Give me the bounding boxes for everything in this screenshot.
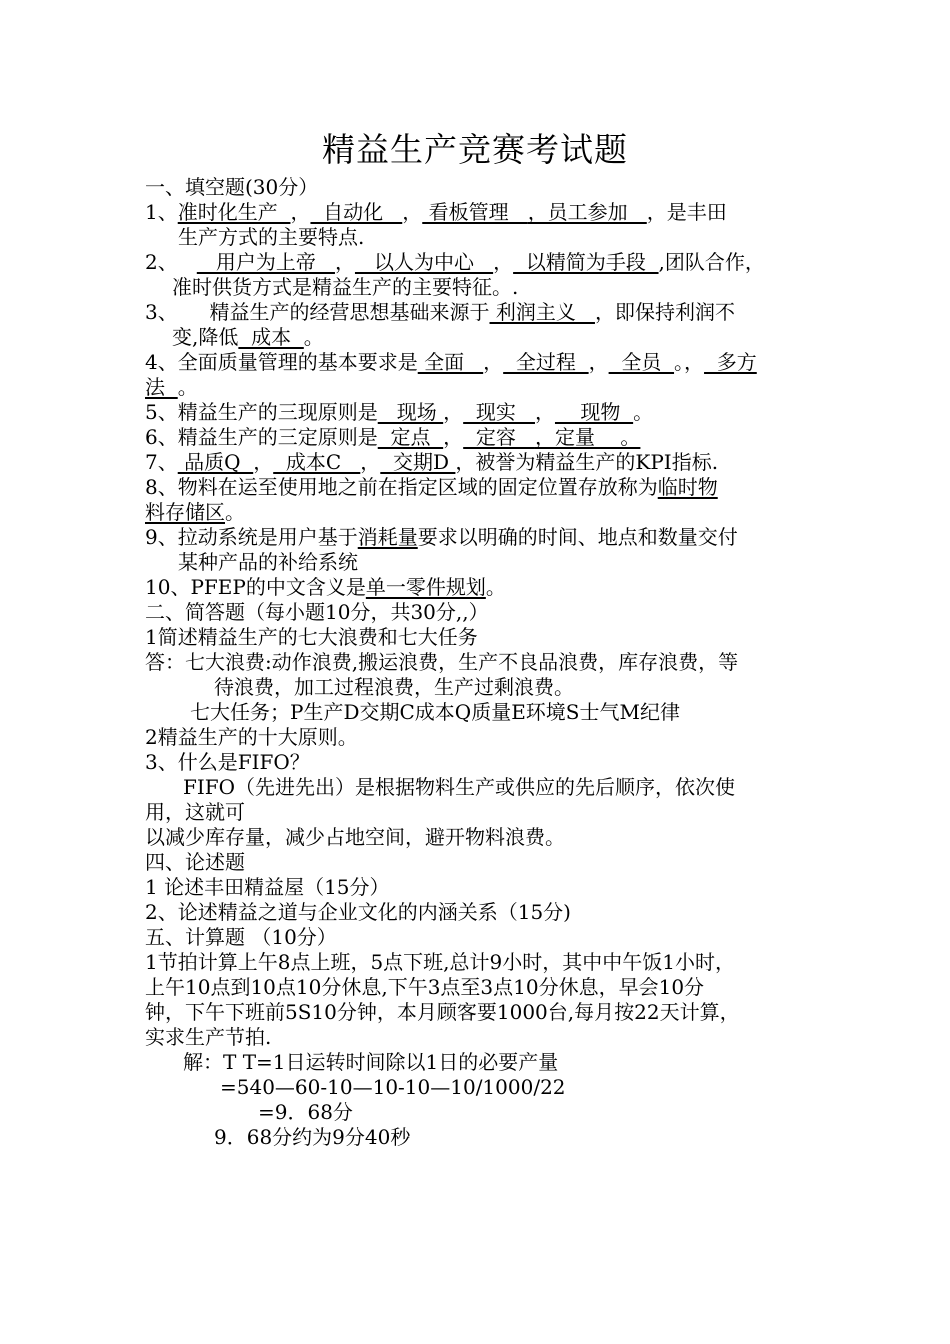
text-segment: 1节拍计算上午8点上班，5点下班,总计9小时，其中中午饭1小时， <box>145 950 735 974</box>
text-line <box>145 650 738 675</box>
text-segment: ， <box>290 200 311 224</box>
text-line <box>145 950 735 975</box>
text-segment: 9．68分约为9分40秒 <box>214 1125 411 1149</box>
answer-blank: 交期D <box>380 450 456 474</box>
answer-blank: 定点 <box>377 425 444 449</box>
page-title: 精益生产竞赛考试题 <box>322 130 628 169</box>
answer-blank: 全过程 <box>503 350 589 374</box>
text-segment: ， <box>534 400 555 424</box>
answer-blank: 单一零件规划 <box>365 575 486 599</box>
answer-blank: 自动化 <box>310 200 403 224</box>
answer-blank: ，定量 。 <box>534 425 641 449</box>
text-segment: ， <box>334 250 355 274</box>
answer-blank: 现场 <box>377 400 444 424</box>
text-segment: 。 <box>485 575 506 599</box>
answer-blank: 成本 <box>238 325 304 349</box>
text-line <box>145 925 337 950</box>
text-segment: 生产方式的主要特点. <box>178 225 365 249</box>
text-segment: 四、论述题 <box>145 850 245 874</box>
answer-blank: 以人为中心 <box>354 250 494 274</box>
text-line <box>214 1125 410 1150</box>
text-line <box>214 675 574 700</box>
text-segment: 用，这就可 <box>145 800 245 824</box>
text-segment: ， <box>483 350 504 374</box>
text-line <box>172 325 324 350</box>
answer-blank: 消耗量 <box>357 525 418 549</box>
text-segment: 要求以明确的时间、地点和数量交付 <box>417 525 738 549</box>
text-segment: 2精益生产的十大原则。 <box>145 725 358 749</box>
text-line <box>145 875 390 900</box>
text-segment: =9．68分 <box>258 1100 353 1124</box>
answer-blank: 品质Q <box>177 450 254 474</box>
text-line <box>145 625 478 650</box>
text-line <box>145 450 718 475</box>
text-line <box>145 375 198 400</box>
answer-blank: 现物 <box>554 400 634 424</box>
text-segment: ,团队合作， <box>658 250 765 274</box>
text-line <box>220 1075 566 1100</box>
answer-blank: 法 <box>145 375 178 399</box>
text-line <box>258 1100 353 1125</box>
text-line <box>145 1000 740 1025</box>
text-segment: 。 <box>633 400 654 424</box>
text-segment: 答：七大浪费:动作浪费,搬运浪费，生产不良品浪费，库存浪费，等 <box>145 650 739 674</box>
text-segment: 二、简答题（每小题10分，共30分,,） <box>145 600 489 624</box>
answer-blank: 看板管理 <box>422 200 528 224</box>
text-segment: 以减少库存量，减少占地空间，避开物料浪费。 <box>145 825 565 849</box>
text-segment: 实求生产节拍. <box>145 1025 272 1049</box>
text-line <box>145 250 765 275</box>
text-segment: ， <box>493 250 514 274</box>
answer-blank: ，员工参加 <box>527 200 647 224</box>
text-segment: ， <box>443 400 464 424</box>
text-line <box>145 175 318 200</box>
text-segment: FIFO（先进先出）是根据物料生产或供应的先后顺序，依次使 <box>183 775 736 799</box>
answer-blank: 临时物 <box>657 475 718 499</box>
text-segment: ，即保持利润不 <box>594 300 735 324</box>
text-segment: 一、填空题(30分） <box>145 175 319 199</box>
text-segment: 3、 精益生产的经营思想基础来源于 <box>145 300 490 324</box>
text-line <box>145 525 738 550</box>
text-line <box>145 575 506 600</box>
text-segment: ， <box>443 425 464 449</box>
text-line <box>183 1050 558 1075</box>
text-segment: 。， <box>674 350 705 374</box>
text-segment: =540—60-10—10-10—10/1000/22 <box>220 1075 566 1099</box>
answer-blank: 准时化生产 <box>177 200 291 224</box>
answer-blank: 全员 <box>608 350 675 374</box>
text-line <box>172 275 518 300</box>
answer-blank: 用户为上帝 <box>196 250 335 274</box>
text-line <box>145 300 735 325</box>
text-line <box>145 725 358 750</box>
text-segment: 某种产品的补给系统 <box>178 550 358 574</box>
text-segment: 。 <box>303 325 324 349</box>
text-segment: 2、论述精益之道与企业文化的内涵关系（15分) <box>145 900 571 924</box>
text-segment: 解：T T=1日运转时间除以1日的必要产量 <box>183 1050 559 1074</box>
text-segment: 9、拉动系统是用户基于 <box>145 525 358 549</box>
text-segment: ， <box>360 450 381 474</box>
text-segment: 五、计算题 （10分） <box>145 925 337 949</box>
answer-blank: 全面 <box>417 350 484 374</box>
text-line <box>145 200 727 225</box>
answer-blank: 料存储区 <box>145 500 225 524</box>
text-line <box>145 975 704 1000</box>
text-line <box>145 825 565 850</box>
answer-blank: 以精简为手段 <box>513 250 659 274</box>
answer-blank: 多方 <box>704 350 757 374</box>
text-segment: 5、精益生产的三现原则是 <box>145 400 378 424</box>
text-segment: 准时供货方式是精益生产的主要特征。. <box>172 275 519 299</box>
text-segment: 1 论述丰田精益屋（15分） <box>145 875 390 899</box>
text-segment: 2、 <box>145 250 197 274</box>
text-line <box>145 750 310 775</box>
text-segment: ， <box>253 450 274 474</box>
text-line <box>145 500 245 525</box>
text-segment: ，被誉为精益生产的KPI指标. <box>455 450 719 474</box>
text-segment: 6、精益生产的三定原则是 <box>145 425 378 449</box>
text-line <box>178 225 364 250</box>
text-segment: 待浪费，加工过程浪费，生产过剩浪费。 <box>214 675 574 699</box>
text-line <box>145 900 571 925</box>
text-line <box>145 400 653 425</box>
text-segment: 10、PFEP的中文含义是 <box>145 575 366 599</box>
text-line <box>145 850 245 875</box>
answer-blank: 利润主义 <box>489 300 595 324</box>
text-line <box>145 425 640 450</box>
text-line <box>145 800 245 825</box>
text-line <box>145 1025 271 1050</box>
text-line <box>178 550 358 575</box>
answer-blank: 定容 <box>463 425 535 449</box>
text-line <box>145 350 757 375</box>
answer-blank: 现实 <box>463 400 535 424</box>
text-line <box>183 775 735 800</box>
text-segment: 七大任务；P生产D交期C成本Q质量E环境S士气M纪律 <box>190 700 680 724</box>
text-segment: 1、 <box>145 200 178 224</box>
text-segment: 钟，下午下班前5S10分钟，本月顾客要1000台,每月按22天计算， <box>145 1000 740 1024</box>
answer-blank: 成本C <box>273 450 361 474</box>
text-segment: ， <box>402 200 423 224</box>
text-segment: 。 <box>225 500 245 524</box>
text-segment: 8、物料在运至使用地之前在指定区域的固定位置存放称为 <box>145 475 658 499</box>
text-segment: 上午10点到10点10分休息,下午3点至3点10分休息，早会10分 <box>145 975 705 999</box>
text-segment: 7、 <box>145 450 178 474</box>
text-segment: 3、什么是FIFO？ <box>145 750 310 774</box>
text-segment: ，是丰田 <box>646 200 727 224</box>
text-segment: 4、全面质量管理的基本要求是 <box>145 350 418 374</box>
text-line <box>145 600 489 625</box>
text-segment: 。 <box>177 375 198 399</box>
text-line <box>190 700 680 725</box>
text-segment: 变,降低 <box>172 325 239 349</box>
text-line <box>145 475 718 500</box>
text-segment: ， <box>588 350 609 374</box>
text-segment: 1简述精益生产的七大浪费和七大任务 <box>145 625 478 649</box>
